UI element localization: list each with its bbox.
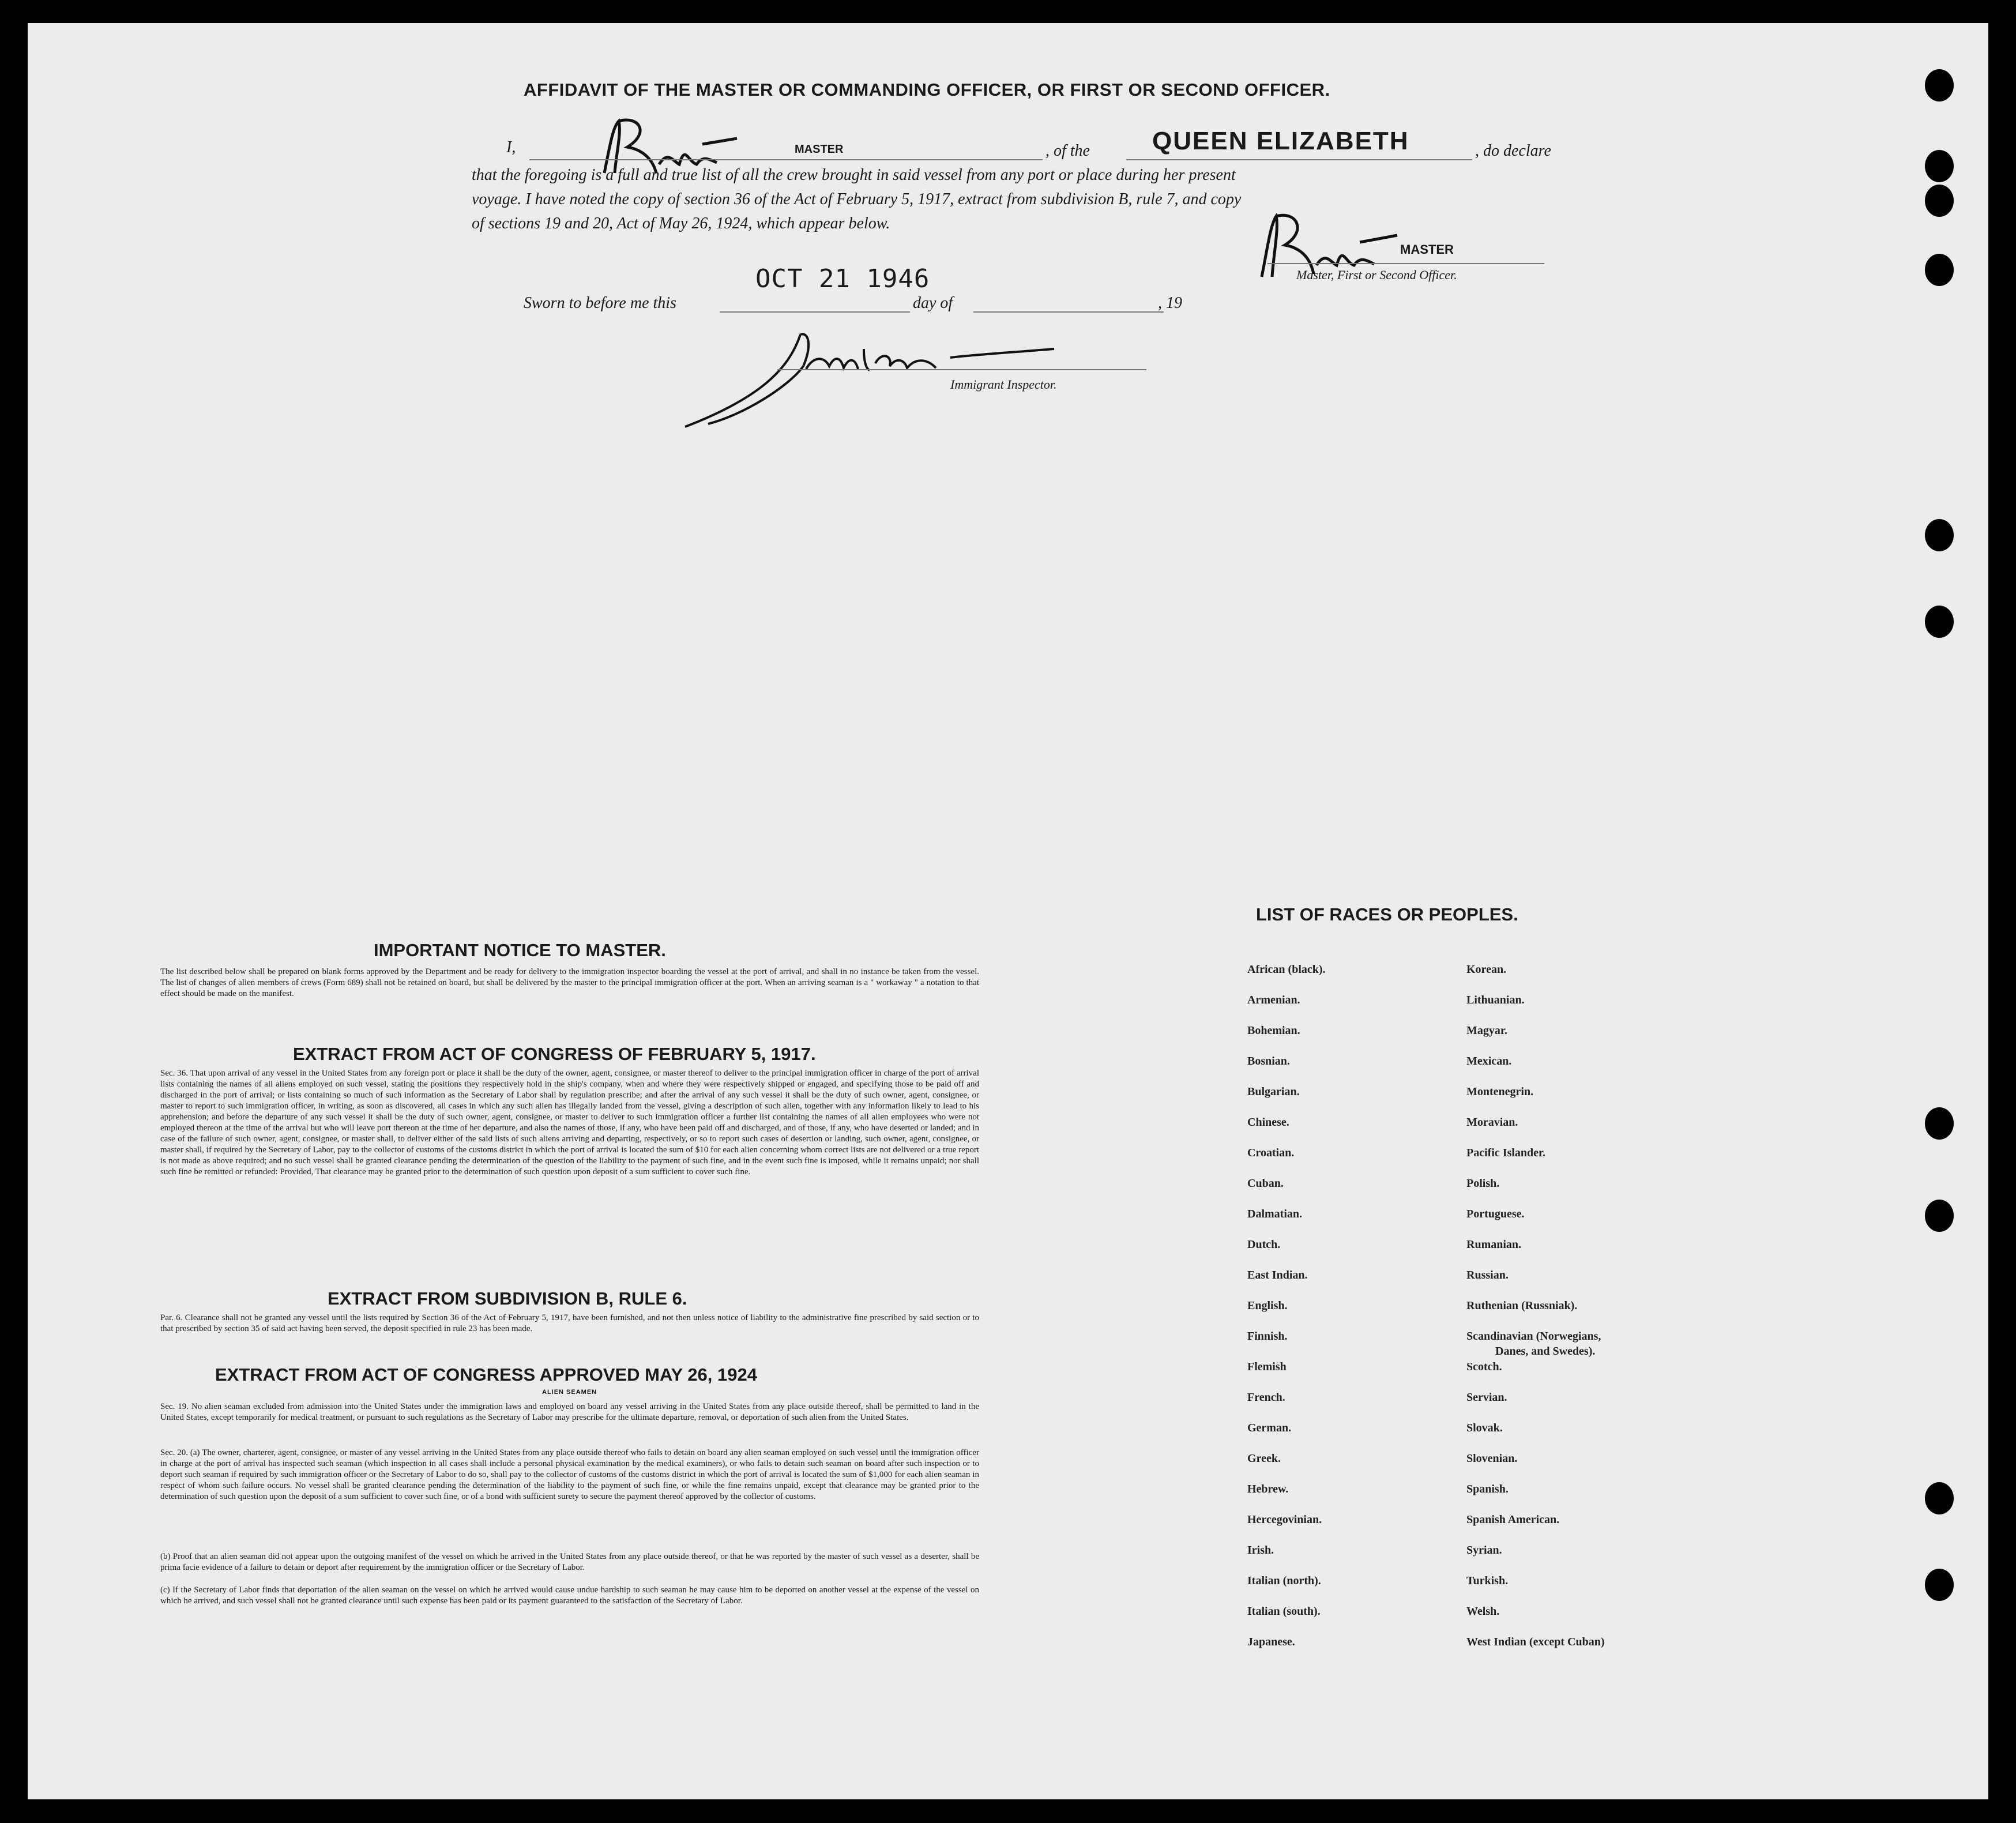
race-left-item: Armenian. — [1247, 994, 1300, 1006]
race-right-item: Syrian. — [1466, 1544, 1502, 1557]
punch-hole — [1925, 1107, 1954, 1140]
name-line — [529, 159, 1043, 160]
extract-1924-sec19: Sec. 19. No alien seaman excluded from admission into the United States under the immigration laws and employed on board any vessel arriving in the United States from any place outside thereof, shall be permitted to land in the United States, except temporarily for medical treatment, or pursuant to such regulations as the Secretary of Labor may prescribe for the ultimate departure, removal, or deportation of such alien from the United States. — [160, 1402, 979, 1422]
extract-1924-subtitle: ALIEN SEAMEN — [542, 1389, 597, 1396]
race-right-item: Scotch. — [1466, 1360, 1502, 1373]
race-left-item: Flemish — [1247, 1360, 1287, 1373]
affidavit-title: AFFIDAVIT OF THE MASTER OR COMMANDING OFFICER, OR FIRST OR SECOND OFFICER. — [524, 80, 1330, 100]
races-title: LIST OF RACES OR PEOPLES. — [1256, 904, 1518, 924]
sworn-month-line — [973, 311, 1164, 313]
race-right-item: Welsh. — [1466, 1605, 1500, 1618]
race-left-item: Croatian. — [1247, 1147, 1295, 1159]
race-left-item: Bohemian. — [1247, 1024, 1300, 1037]
race-right-item: Montenegrin. — [1466, 1085, 1534, 1098]
document-page — [28, 23, 1988, 1799]
inspector-caption: Immigrant Inspector. — [950, 377, 1057, 392]
punch-hole — [1925, 606, 1954, 638]
sworn-prefix: Sworn to before me this — [524, 294, 676, 312]
punch-hole — [1925, 1482, 1954, 1514]
punch-hole — [1925, 150, 1954, 182]
affidavit-line-3: voyage. I have noted the copy of section 36 of the Act of February 5, 1917, extract from subdivision B, rule 7, and copy — [472, 190, 1242, 208]
race-right-item: Scandinavian (Norwegians, — [1466, 1330, 1601, 1343]
master-stamp: MASTER — [795, 143, 844, 156]
race-right-item: Moravian. — [1466, 1116, 1518, 1129]
race-right-item: Korean. — [1466, 963, 1507, 976]
punch-hole — [1925, 254, 1954, 286]
sworn-day-line — [720, 311, 910, 313]
race-right-item: Lithuanian. — [1466, 994, 1525, 1006]
race-right-item: West Indian (except Cuban) — [1466, 1636, 1605, 1648]
extract-rule6-title: EXTRACT FROM SUBDIVISION B, RULE 6. — [328, 1288, 687, 1309]
punch-hole — [1925, 69, 1954, 102]
race-right-item: Ruthenian (Russniak). — [1466, 1299, 1578, 1312]
race-right-item: Turkish. — [1466, 1574, 1509, 1587]
race-left-item: Chinese. — [1247, 1116, 1289, 1129]
race-left-item: Bulgarian. — [1247, 1085, 1300, 1098]
race-left-item: Hercegovinian. — [1247, 1513, 1322, 1526]
date-stamp: OCT 21 1946 — [755, 264, 930, 294]
of-the-label: , of the — [1045, 142, 1090, 160]
race-right-item: Russian. — [1466, 1269, 1509, 1281]
year-suffix: , 19 — [1158, 294, 1182, 312]
vessel-line — [1126, 159, 1472, 160]
notice-body: The list described below shall be prepared on blank forms approved by the Department and be ready for delivery to the immigration inspector boarding the vessel at the port of arrival, and shall in no instance be taken from the vessel. The list of changes of alien members of crews (Form 689) shall not be retained on board, but shall be delivered by the master to the principal immigration officer at the port. When an arriving seaman is a " workaway " a notation to that effect should be made on the manifest. — [160, 967, 979, 998]
race-right-item: Pacific Islander. — [1466, 1147, 1546, 1159]
affidavit-line-2: that the foregoing is a full and true list of all the crew brought in said vessel from any port or place during her present — [472, 166, 1236, 184]
extract-1917-body: Sec. 36. That upon arrival of any vessel in the United States from any foreign port or place it shall be the duty of the owner, agent, consignee, or master thereof to deliver to the principal immigration officer in charge of the port of arrival lists containing the names of all aliens employed on such vessel, stating the positions they respectively hold in the ship's company, when and where they were respectively shipped or engaged, and specifying those to be paid off and discharged in the port of arrival; or lists containing so much of such information as the Secretary of Labor shall by regulation prescribe; and after the arrival of any such vessel it shall be the duty of such owner, agent, consignee, or master to report to such immigration officer, in writing, as soon as discovered, all cases in which any such alien has illegally landed from the vessel, giving a description of such alien, together with any information likely to lead to his apprehension; and before the departure of any such vessel it shall be the duty of such owner, agent, consignee, or master to deliver to such immigration officer a further list containing the names of all alien employees who were not employed thereon at the time of the arrival but who will leave port thereon at the time of her departure, and also the names of those, if any, who have been paid off and discharged, and of those, if any, who have deserted or landed; and in case of the failure of such owner, agent, consignee, or master shall, to deliver either of the said lists of such aliens arriving and departing, respectively, or so to report such cases of desertion or landing, such owner, agent, consignee, or master shall, if required by the Secretary of Labor, pay to the collector of customs of the customs district in which the port of arrival is located the sum of $10 for each alien concerning whom correct lists are not delivered or a true report is not made as above required; and no such vessel shall be granted clearance pending the determination of the question of the liability to the payment of such fine, and in the event such fine is imposed, while it remains unpaid; nor shall such fine be remitted or refunded: Provided, That clearance may be granted prior to the determination of such question upon deposit of a sum sufficient to cover such fine. — [160, 1069, 979, 1177]
day-of-label: day of — [913, 294, 953, 312]
affidavit-i-label: I, — [506, 138, 516, 156]
affidavit-line-4: of sections 19 and 20, Act of May 26, 1924, which appear below. — [472, 215, 890, 232]
race-left-item: Dalmatian. — [1247, 1208, 1302, 1220]
race-right-item: Mexican. — [1466, 1055, 1512, 1068]
race-left-item: Hebrew. — [1247, 1483, 1289, 1495]
officer-signature-line — [1267, 263, 1544, 264]
extract-1924-sec20a: Sec. 20. (a) The owner, charterer, agent, consignee, or master of any vessel arriving in the United States from any place outside thereof who fails to detain on board any alien seaman employed on such vessel until the immigration officer in charge at the port of arrival has inspected such seaman (which inspection in all cases shall include a personal physical examination by the medical examiners), or who fails to detain such seaman on board after such inspection or to deport such seaman if required by such immigration officer or the Secretary of Labor to do so, shall pay to the collector of customs of the customs district in which the port of arrival is located the sum of $1,000 for each alien seaman in respect of whom such failure occurs. No vessel shall be granted clearance pending the determination of the liability to the payment of such fine, or while the fine remains unpaid, except that clearance may be granted prior to the determination of such question upon the deposit of a sum sufficient to cover such fine, or of a bond with sufficient surety to secure the payment thereof approved by the collector of customs. — [160, 1448, 979, 1501]
race-left-item: French. — [1247, 1391, 1285, 1404]
do-declare-label: , do declare — [1475, 142, 1551, 160]
race-left-item: English. — [1247, 1299, 1288, 1312]
race-right-item: Portuguese. — [1466, 1208, 1525, 1220]
race-left-item: Japanese. — [1247, 1636, 1295, 1648]
race-left-item: Finnish. — [1247, 1330, 1288, 1343]
officer-title-stamp: MASTER — [1400, 242, 1454, 257]
vessel-name: QUEEN ELIZABETH — [1152, 127, 1409, 155]
race-right-item: Magyar. — [1466, 1024, 1507, 1037]
notice-title: IMPORTANT NOTICE TO MASTER. — [374, 940, 666, 960]
punch-hole — [1925, 1200, 1954, 1232]
race-left-item: Italian (north). — [1247, 1574, 1321, 1587]
race-right-item: Spanish American. — [1466, 1513, 1560, 1526]
extract-1917-title: EXTRACT FROM ACT OF CONGRESS OF FEBRUARY 5, 1917. — [293, 1044, 816, 1064]
race-right-item: Spanish. — [1466, 1483, 1509, 1495]
officer-caption: Master, First or Second Officer. — [1296, 268, 1457, 282]
punch-hole — [1925, 1569, 1954, 1601]
race-left-item: Dutch. — [1247, 1238, 1281, 1251]
inspector-signature-line — [777, 369, 1146, 370]
race-left-item: Cuban. — [1247, 1177, 1284, 1190]
extract-1924-sec20c: (c) If the Secretary of Labor finds that deportation of the alien seaman on the vessel on which he arrived would cause undue hardship to such seaman he may cause him to be deported on another vessel at the expense of the vessel on which he arrived, and such vessel shall not be granted clearance until such expense has been paid or its payment guaranteed to the satisfaction of the Secretary of Labor. — [160, 1585, 979, 1606]
extract-1924-sec20b: (b) Proof that an alien seaman did not appear upon the outgoing manifest of the vessel on which he arrived in the United States from any place outside thereof, or that he was reported by the master of such vessel as a deserter, shall be prima facie evidence of a failure to detain or deport after requirement by the immigration officer or the Secretary of Labor. — [160, 1552, 979, 1572]
race-right-item: Polish. — [1466, 1177, 1500, 1190]
race-right-item: Slovak. — [1466, 1422, 1503, 1434]
race-left-item: East Indian. — [1247, 1269, 1308, 1281]
race-left-item: African (black). — [1247, 963, 1326, 976]
race-left-item: Irish. — [1247, 1544, 1274, 1557]
race-right-item: Slovenian. — [1466, 1452, 1518, 1465]
race-left-item: German. — [1247, 1422, 1292, 1434]
punch-hole — [1925, 519, 1954, 551]
race-left-item: Greek. — [1247, 1452, 1281, 1465]
race-left-item: Bosnian. — [1247, 1055, 1290, 1068]
extract-rule6-body: Par. 6. Clearance shall not be granted any vessel until the lists required by Section 36 of the Act of February 5, 1917, have been furnished, and not then unless notice of liability to the administrative fine prescribed by said section or to that prescribed by section 35 of said act having been served, the deposit specified in rule 23 has been made. — [160, 1313, 979, 1333]
race-right-item-continued: Danes, and Swedes). — [1495, 1345, 1596, 1358]
extract-1924-title: EXTRACT FROM ACT OF CONGRESS APPROVED MAY 26, 1924 — [215, 1365, 757, 1385]
race-right-item: Servian. — [1466, 1391, 1507, 1404]
race-left-item: Italian (south). — [1247, 1605, 1321, 1618]
punch-hole — [1925, 185, 1954, 217]
race-right-item: Rumanian. — [1466, 1238, 1522, 1251]
